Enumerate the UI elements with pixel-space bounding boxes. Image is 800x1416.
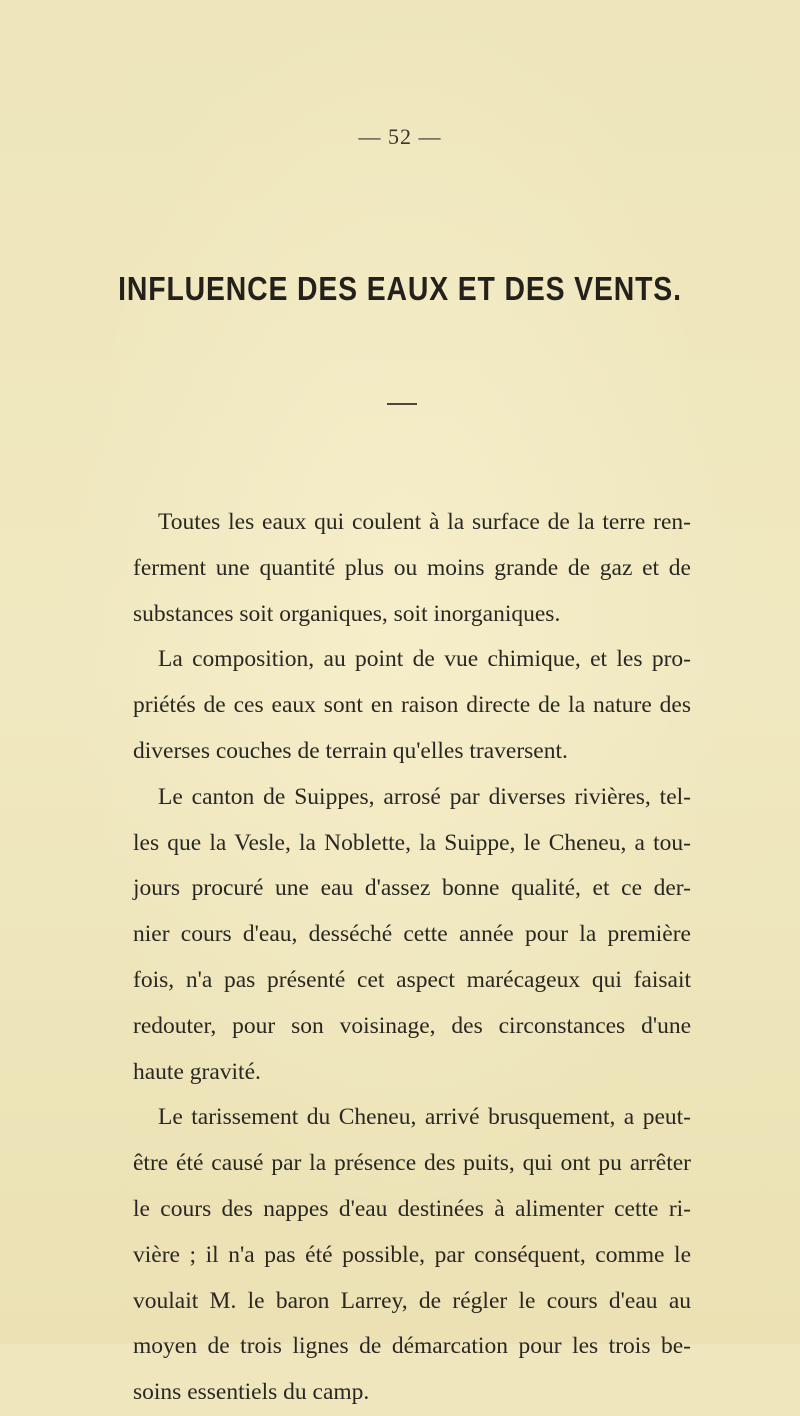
- text-line: les que la Vesle, la Noblette, la Suippe, le Cheneu, a tou-: [133, 829, 691, 856]
- text-line: Le tarissement du Cheneu, arrivé brusquement, a peut-: [158, 1104, 691, 1131]
- paragraph: [133, 500, 691, 637]
- body-text: [133, 500, 691, 1416]
- page-number: — 52 —: [358, 124, 442, 149]
- text-line: Le canton de Suippes, arrosé par diverses rivières, tel-: [158, 783, 691, 810]
- text-line: ferment une quantité plus ou moins grande de gaz et de: [133, 554, 691, 581]
- title-separator-rule: [387, 403, 417, 405]
- text-line: fois, n'a pas présenté cet aspect marécageux qui faisait: [133, 966, 691, 993]
- paragraph: [133, 775, 691, 1096]
- text-line: haute gravité.: [133, 1058, 261, 1085]
- text-line: redouter, pour son voisinage, des circonstances d'une: [133, 1012, 691, 1039]
- paragraph: [133, 637, 691, 774]
- text-line: substances soit organiques, soit inorganiques.: [133, 600, 561, 627]
- text-line: soins essentiels du camp.: [133, 1379, 370, 1406]
- text-line: priétés de ces eaux sont en raison directe de la nature des: [133, 692, 691, 719]
- text-line: être été causé par la présence des puits, qui ont pu arrêter: [133, 1150, 691, 1177]
- text-line: voulait M. le baron Larrey, de régler le cours d'eau au: [133, 1287, 691, 1314]
- text-line: nier cours d'eau, desséché cette année pour la première: [133, 921, 691, 948]
- text-line: Toutes les eaux qui coulent à la surface de la terre ren-: [158, 509, 691, 535]
- text-line: le cours des nappes d'eau destinées à alimenter cette ri-: [133, 1195, 691, 1222]
- text-line: diverses couches de terrain qu'elles traversent.: [133, 737, 568, 764]
- text-line: jours procuré une eau d'assez bonne qualité, et ce der-: [133, 875, 691, 902]
- text-line: La composition, au point de vue chimique, et les pro-: [158, 646, 691, 673]
- text-line: moyen de trois lignes de démarcation pour les trois be-: [133, 1333, 691, 1360]
- text-line: vière ; il n'a pas été possible, par conséquent, comme le: [133, 1241, 691, 1268]
- chapter-title: INFLUENCE DES EAUX ET DES VENTS.: [118, 270, 682, 307]
- paragraph: [133, 1095, 691, 1416]
